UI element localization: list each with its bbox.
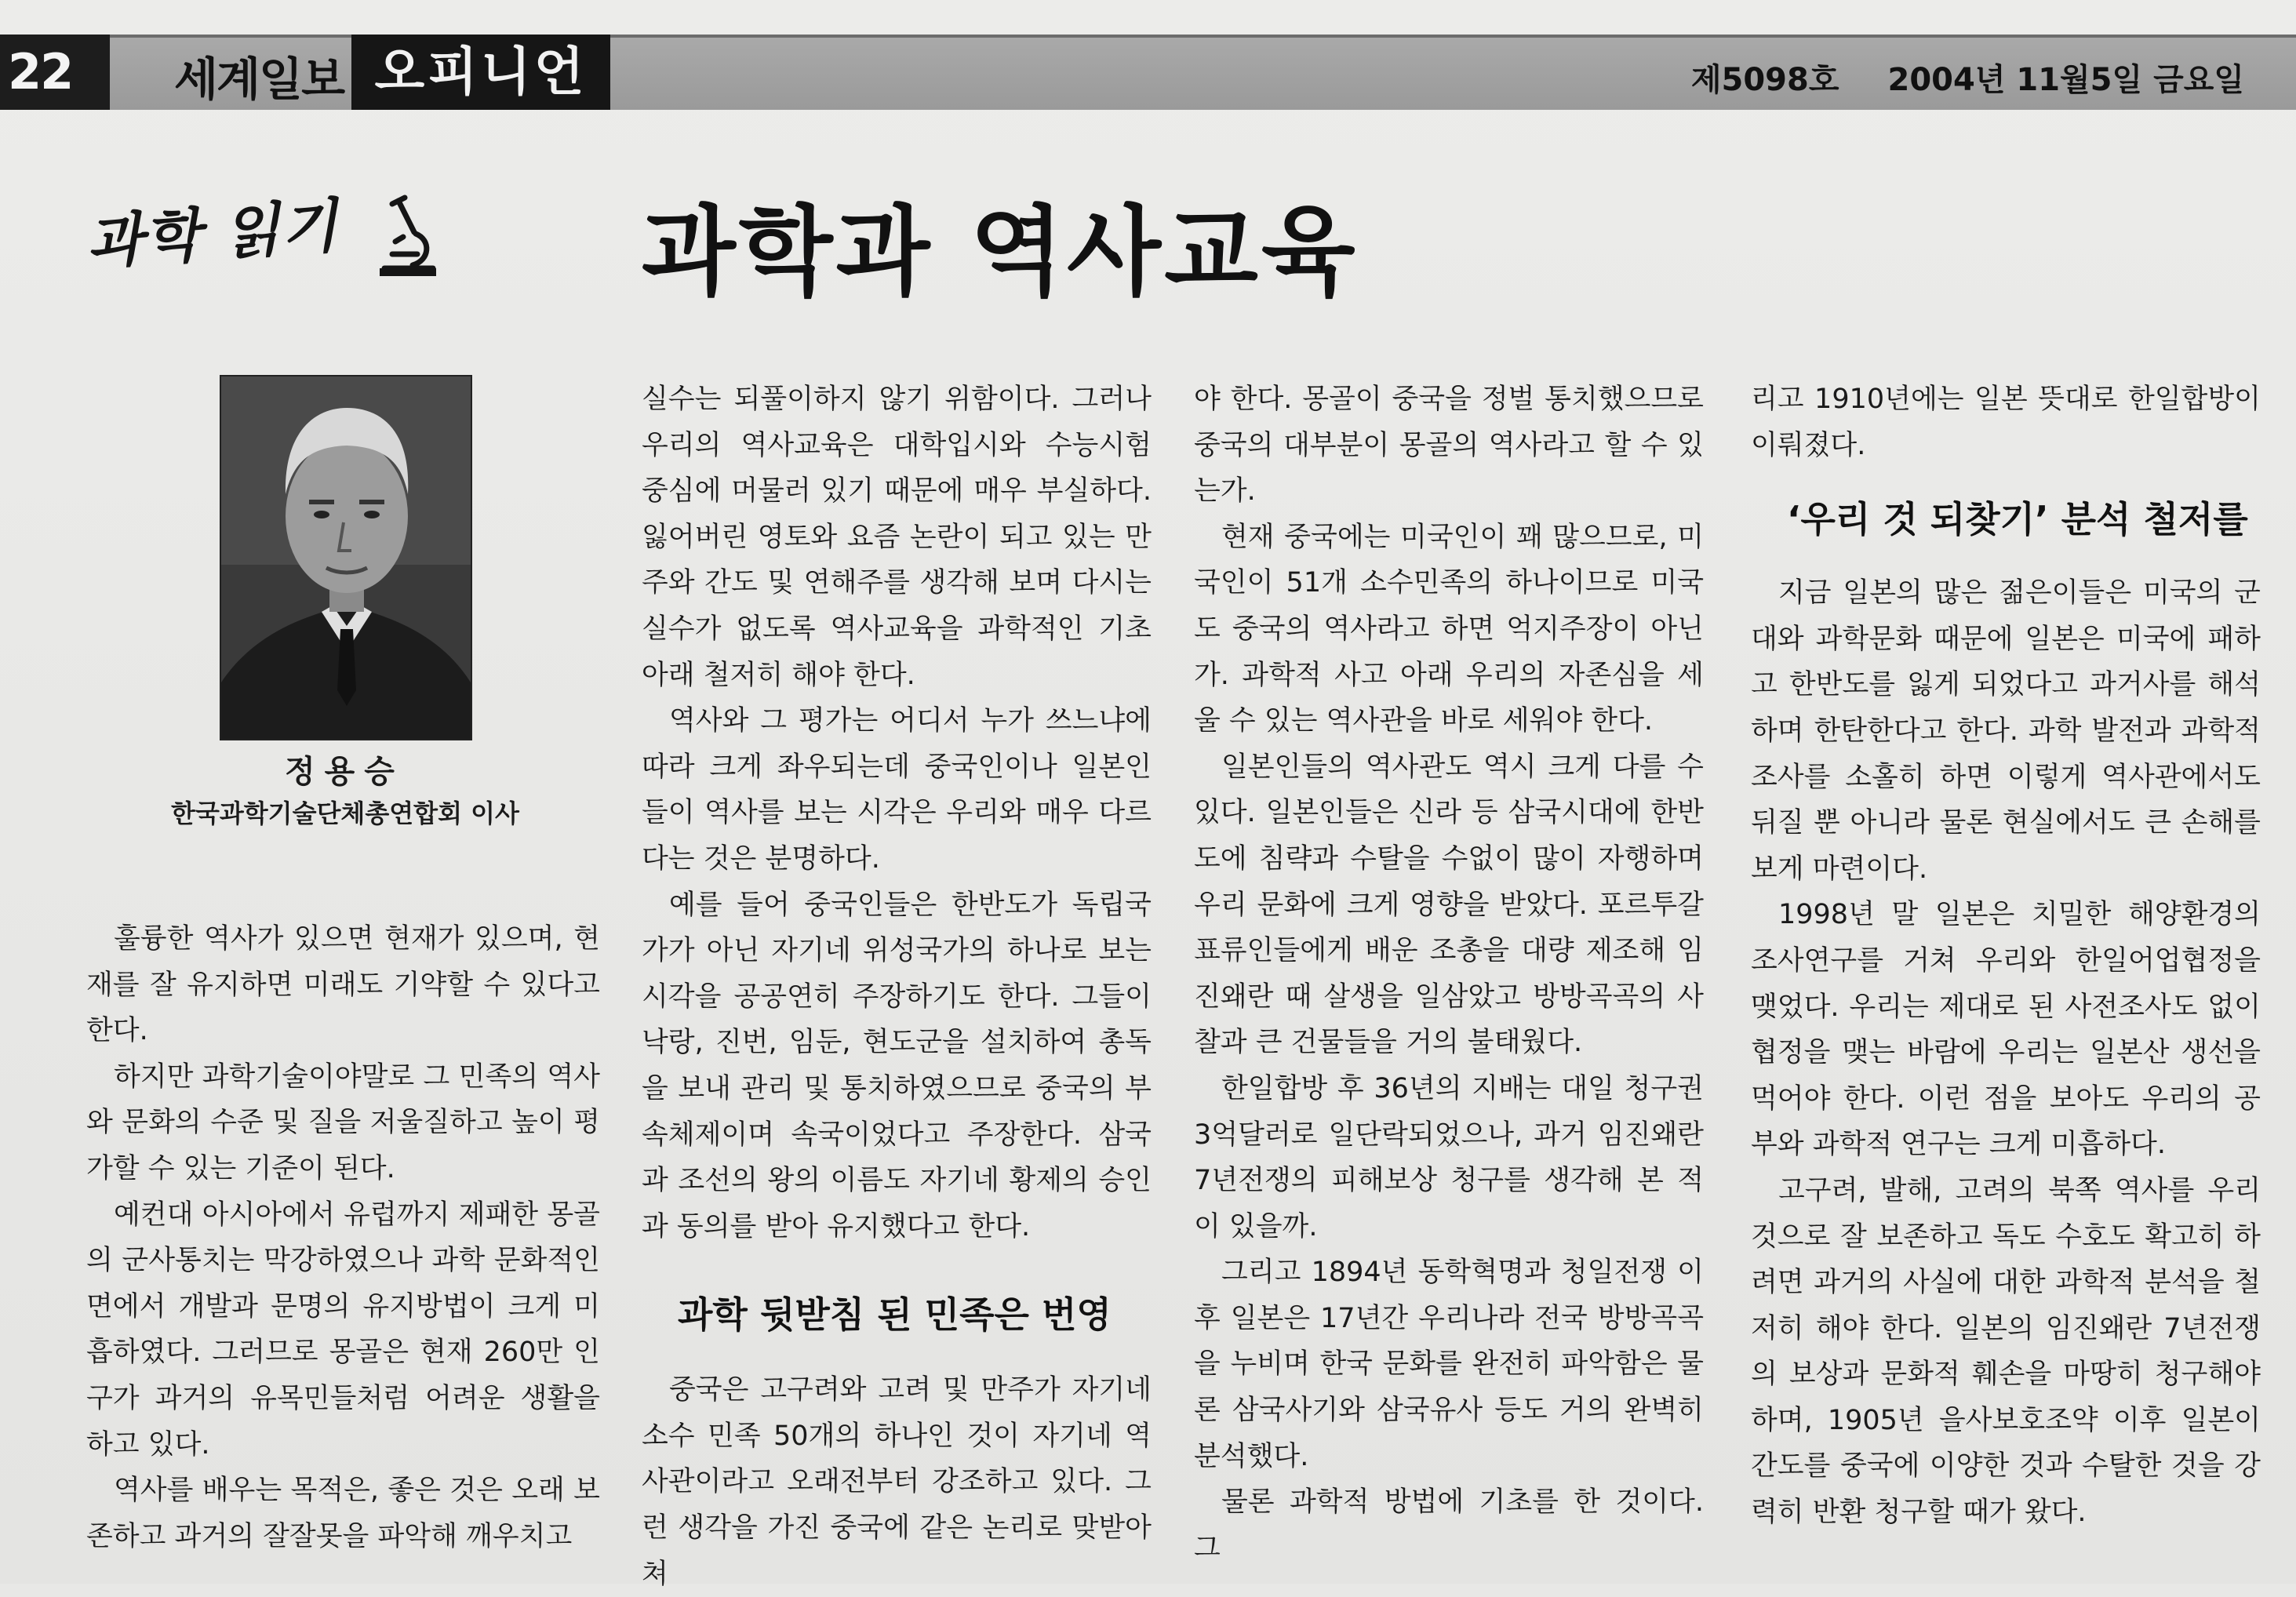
subheading: ‘우리 것 되찾기’ 분석 철저를 xyxy=(1787,498,2248,541)
page-number: 22 xyxy=(0,35,110,110)
paragraph: 현재 중국에는 미국인이 꽤 많으므로, 미국인이 51개 소수민족의 하나이므로 미국도 중국의 역사라고 하면 억지주장이 아닌가. 과학적 사고 아래 우리의 자존심을 세울 수 있는 역사관을 바로 세워야 한다. xyxy=(1194,521,1704,737)
paragraph: 역사를 배우는 목적은, 좋은 것은 오래 보존하고 과거의 잘잘못을 파악해 깨우치고 xyxy=(86,1475,600,1552)
paper-name: 세계일보 xyxy=(174,53,344,106)
issue-info xyxy=(1691,55,2244,100)
paragraph: 실수는 되풀이하지 않기 위함이다. 그러나 우리의 역사교육은 대학입시와 수능시험 중심에 머물러 있기 때문에 매우 부실하다. 잃어버린 영토와 요즘 논란이 되고 있는 만주와 간도 및 연해주를 생각해 보며 다시는 실수가 없도록 역사교육을 과학적인 기초 아래 철저히 해야 한다. xyxy=(642,384,1152,691)
issue-date: 2004년 11월5일 금요일 xyxy=(1887,62,2244,98)
subheading: 과학 뒷받침 된 민족은 번영 xyxy=(678,1293,1112,1337)
paragraph: 일본인들의 역사관도 역시 크게 다를 수 있다. 일본인들은 신라 등 삼국시대에 한반도에 침략과 수탈을 수없이 많이 자행하며 우리 문화에 크게 영향을 받았다. 포르투갈 표류인들에게 배운 조총을 대량 제조해 임진왜란 때 살생을 일삼았고 방방곡곡의 사찰과 큰 건물들을 거의 불태웠다. xyxy=(1194,751,1704,1059)
paragraph: 지금 일본의 많은 젊은이들은 미국의 군대와 과학문화 때문에 일본은 미국에 패하고 한반도를 잃게 되었다고 과거사를 해석하며 한탄한다고 한다. 과학 발전과 과학적 조사를 소홀히 하면 이렇게 역사관에서도 뒤질 뿐 아니라 물론 현실에서도 큰 손해를 보게 마련이다. xyxy=(1751,577,2261,885)
paragraph: 그리고 1894년 동학혁명과 청일전쟁 이후 일본은 17년간 우리나라 전국 방방곡곡을 누비며 한국 문화를 완전히 파악함은 물론 삼국사기와 삼국유사 등도 거의 완벽히 분석했다. xyxy=(1194,1257,1704,1472)
author-name: 정용승 xyxy=(285,754,404,790)
paragraph: 예를 들어 중국인들은 한반도가 독립국가가 아닌 자기네 위성국가의 하나로 보는 시각을 공공연히 주장하기도 한다. 그들이 낙랑, 진번, 임둔, 현도군을 설치하여 총독을 보내 관리 및 통치하였으므로 중국의 부속체제이며 속국이었다고 주장한다. 삼국과 조선의 왕의 이름도 자기네 황제의 승인과 동의를 받아 유지했다고 한다. xyxy=(642,889,1152,1242)
section-name: 오피니언 xyxy=(351,35,610,110)
paragraph: 훌륭한 역사가 있으면 현재가 있으며, 현재를 잘 유지하면 미래도 기약할 수 있다고 한다. xyxy=(86,923,600,1047)
show-through-decoration xyxy=(31,235,72,372)
body-column-1 xyxy=(86,916,600,1559)
paragraph: 중국은 고구려와 고려 및 만주가 자기네 소수 민족 50개의 하나인 것이 자기네 역사관이라고 오래전부터 강조하고 있다. 그런 생각을 가진 중국에 같은 논리로 맞받아쳐 xyxy=(642,1374,1152,1590)
paragraph: 역사와 그 평가는 어디서 누가 쓰느냐에 따라 크게 좌우되는데 중국인이나 일본인들이 역사를 보는 시각은 우리와 매우 다르다는 것은 분명하다. xyxy=(642,705,1152,875)
paragraph: 고구려, 발해, 고려의 북쪽 역사를 우리 것으로 잘 보존하고 독도 수호도 확고히 하려면 과거의 사실에 대한 과학적 분석을 철저히 해야 한다. 일본의 임진왜란 7년전쟁의 보상과 문화적 훼손을 마땅히 청구해야 하며, 1905년 을사보호조약 이후 일본이 간도를 중국에 이양한 것과 수탈한 것을 강력히 반환 청구할 때가 왔다. xyxy=(1751,1174,2261,1529)
author-photo xyxy=(220,375,472,740)
article-title: 과학과 역사교육 xyxy=(642,196,1359,309)
paragraph: 1998년 말 일본은 치밀한 해양환경의 조사연구를 거쳐 우리와 한일어업협정을 맺었다. 우리는 제대로 된 사전조사도 없이 협정을 맺는 바람에 우리는 일본산 생선을 먹어야 한다. 이런 점을 보아도 우리의 공부와 과학적 연구는 크게 미흡하다. xyxy=(1751,899,2261,1161)
paragraph: 물론 과학적 방법에 기초를 한 것이다. 그 xyxy=(1194,1486,1704,1564)
paragraph: 리고 1910년에는 일본 뜻대로 한일합방이 이뤄졌다. xyxy=(1751,384,2261,461)
paragraph: 하지만 과학기술이야말로 그 민족의 역사와 문화의 수준 및 질을 저울질하고 높이 평가할 수 있는 기준이 된다. xyxy=(86,1060,600,1184)
paragraph: 야 한다. 몽골이 중국을 정벌 통치했으므로 중국의 대부분이 몽골의 역사라고 할 수 있는가. xyxy=(1194,384,1704,507)
microscope-icon xyxy=(369,193,439,279)
body-column-4 xyxy=(1751,377,2261,1536)
paragraph: 한일합방 후 36년의 지배는 대일 청구권 3억달러로 일단락되었으나, 과거 임진왜란 7년전쟁의 피해보상 청구를 생각해 본 적이 있을까. xyxy=(1194,1072,1704,1242)
paragraph: 예컨대 아시아에서 유럽까지 제패한 몽골의 군사통치는 막강하였으나 과학 문화적인 면에서 개발과 문명의 유지방법이 크게 미흡하였다. 그러므로 몽골은 현재 260만 인구가 과거의 유목민들처럼 어려운 생활을 하고 있다. xyxy=(86,1199,600,1461)
column-logo: 과학 읽기 xyxy=(84,191,341,278)
issue-number: 제5098호 xyxy=(1690,62,1839,98)
body-column-2 xyxy=(642,377,1152,1597)
author-title: 한국과학기술단체총연합회 이사 xyxy=(171,798,519,828)
body-column-3 xyxy=(1194,377,1704,1571)
